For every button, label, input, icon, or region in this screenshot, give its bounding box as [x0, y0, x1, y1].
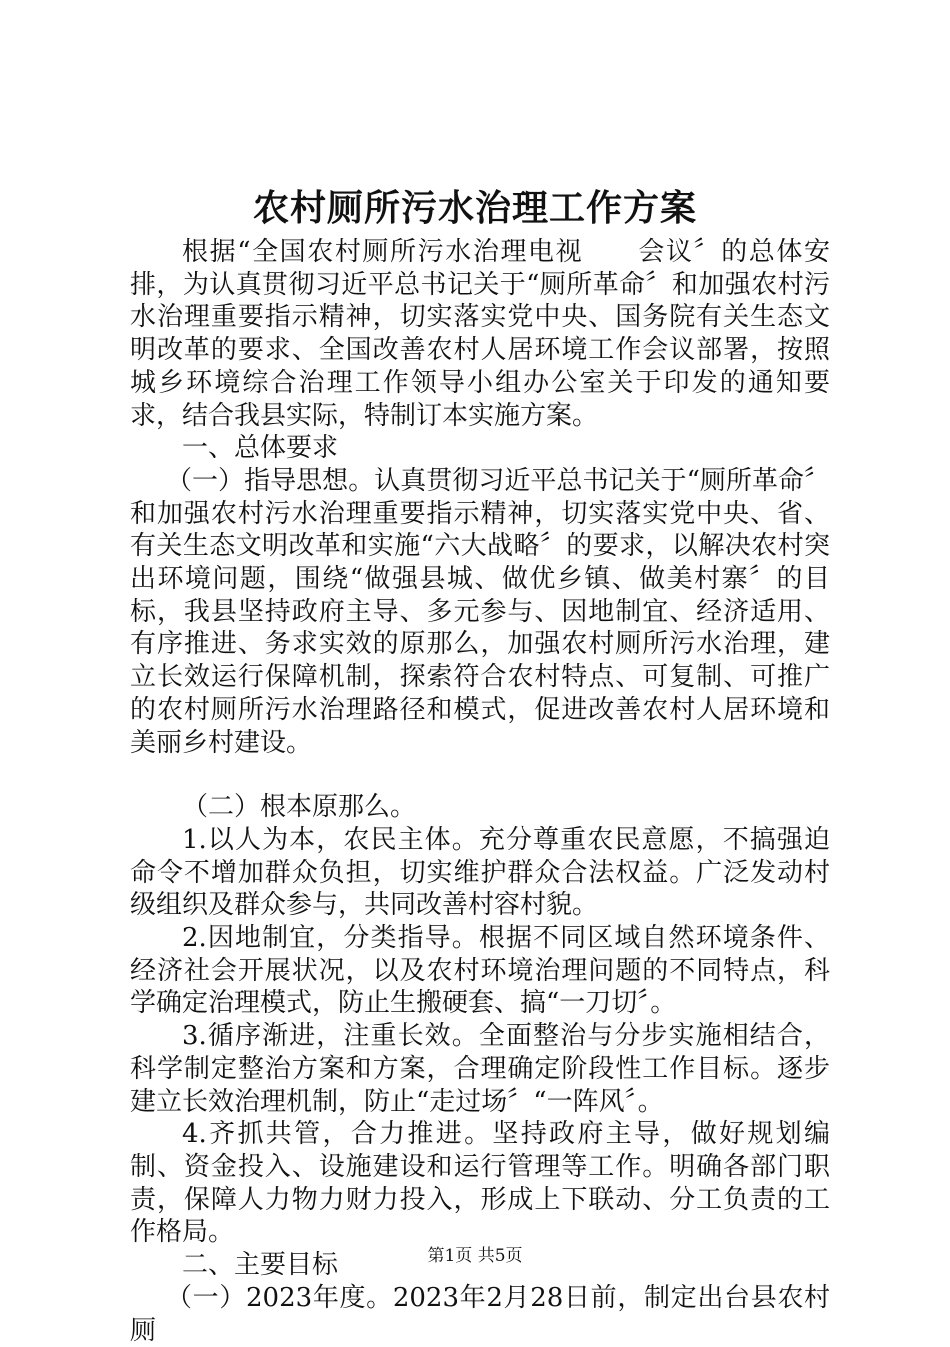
section-heading-main-goals: 二、主要目标: [182, 1250, 339, 1281]
paragraph-goal-2023: （一）2023年度。2023年2月28日前，制定出台县农村厕: [130, 1282, 830, 1346]
paragraph-principle-1: 1.以人为本，农民主体。充分尊重农民意愿，不搞强迫命令不增加群众负担，切实维护群众合法权益。广泛发动村级组织及群众参与，共同改善村容村貌。: [130, 824, 830, 921]
subheading-basic-principles: （二）根本原那么。: [182, 792, 417, 823]
section-heading-general-requirements: 一、总体要求: [182, 433, 339, 464]
paragraph-intro: 根据“全国农村厕所污水治理电视 会议〞的总体安排，为认真贯彻习近平总书记关于“厕所革命〞和加强农村污水治理重要指示精神，切实落实党中央、国务院有关生态文明改革的要求、全国改善农村人居环境工作会议部署，按照城乡环境综合治理工作领导小组办公室关于印发的通知要求，结合我县实际，特制订本实施方案。: [130, 237, 830, 431]
paragraph-guiding-ideology: （一）指导思想。认真贯彻习近平总书记关于“厕所革命〞和加强农村污水治理重要指示精神，切实落实党中央、省、有关生态文明改革和实施“六大战略〞的要求，以解决农村突出环境问题，围绕“做强县城、做优乡镇、做美村寨〞的目标，我县坚持政府主导、多元参与、因地制宜、经济适用、有序推进、务求实效的原那么，加强农村厕所污水治理，建立长效运行保障机制，探索符合农村特点、可复制、可推广的农村厕所污水治理路径和模式，促进改善农村人居环境和美丽乡村建设。: [130, 465, 830, 758]
document-body: [130, 236, 830, 1347]
document-title: 农村厕所污水治理工作方案: [252, 187, 697, 229]
paragraph-principle-3: 3.循序渐进，注重长效。全面整治与分步实施相结合，科学制定整治方案和方案，合理确定阶段性工作目标。逐步建立长效治理机制，防止“走过场〞“一阵风〞。: [130, 1021, 830, 1117]
paragraph-principle-2: 2.因地制宜，分类指导。根据不同区域自然环境条件、经济社会开展状况，以及农村环境治理问题的不同特点，科学确定治理模式，防止生搬硬套、搞“一刀切〞。: [130, 923, 830, 1019]
page-number-footer: 第1页 共5页: [427, 1246, 523, 1266]
paragraph-principle-4: 4.齐抓共管，合力推进。坚持政府主导，做好规划编制、资金投入、设施建设和运行管理等工作。明确各部门职责，保障人力物力财力投入，形成上下联动、分工负责的工作格局。: [130, 1119, 830, 1248]
